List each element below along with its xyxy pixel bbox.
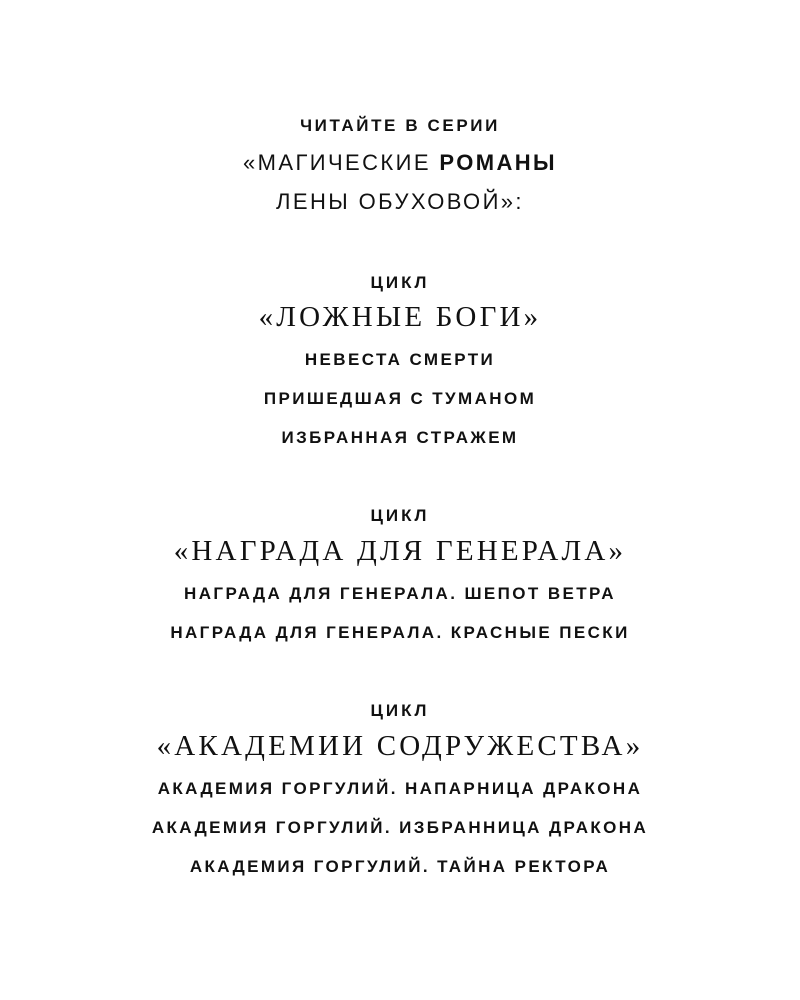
series-name-line bbox=[0, 150, 800, 176]
cycle-label: ЦИКЛ bbox=[370, 273, 430, 292]
series-name-prefix: «МАГИЧЕСКИЕ bbox=[243, 150, 440, 175]
series-author-line: ЛЕНЫ ОБУХОВОЙ»: bbox=[276, 189, 524, 214]
book-title: АКАДЕМИЯ ГОРГУЛИЙ. ТАЙНА РЕКТОРА bbox=[189, 857, 611, 876]
cycle-title: «ЛОЖНЫЕ БОГИ» bbox=[258, 301, 542, 333]
series-name-bold: РОМАНЫ bbox=[439, 150, 557, 175]
book-title: ИЗБРАННАЯ СТРАЖЕМ bbox=[281, 428, 519, 447]
cycle-label: ЦИКЛ bbox=[370, 506, 430, 525]
cycle-title: «НАГРАДА ДЛЯ ГЕНЕРАЛА» bbox=[173, 535, 627, 567]
book-title: АКАДЕМИЯ ГОРГУЛИЙ. НАПАРНИЦА ДРАКОНА bbox=[157, 779, 643, 798]
book-title: АКАДЕМИЯ ГОРГУЛИЙ. ИЗБРАННИЦА ДРАКОНА bbox=[151, 818, 649, 837]
book-title: НАГРАДА ДЛЯ ГЕНЕРАЛА. ШЕПОТ ВЕТРА bbox=[184, 584, 616, 603]
cycle-title: «АКАДЕМИИ СОДРУЖЕСТВА» bbox=[156, 730, 644, 762]
book-title: НАГРАДА ДЛЯ ГЕНЕРАЛА. КРАСНЫЕ ПЕСКИ bbox=[170, 623, 630, 642]
book-title: НЕВЕСТА СМЕРТИ bbox=[304, 350, 496, 369]
series-intro-line: ЧИТАЙТЕ В СЕРИИ bbox=[300, 116, 500, 135]
cycle-label: ЦИКЛ bbox=[370, 701, 430, 720]
book-title: ПРИШЕДШАЯ С ТУМАНОМ bbox=[263, 389, 537, 408]
